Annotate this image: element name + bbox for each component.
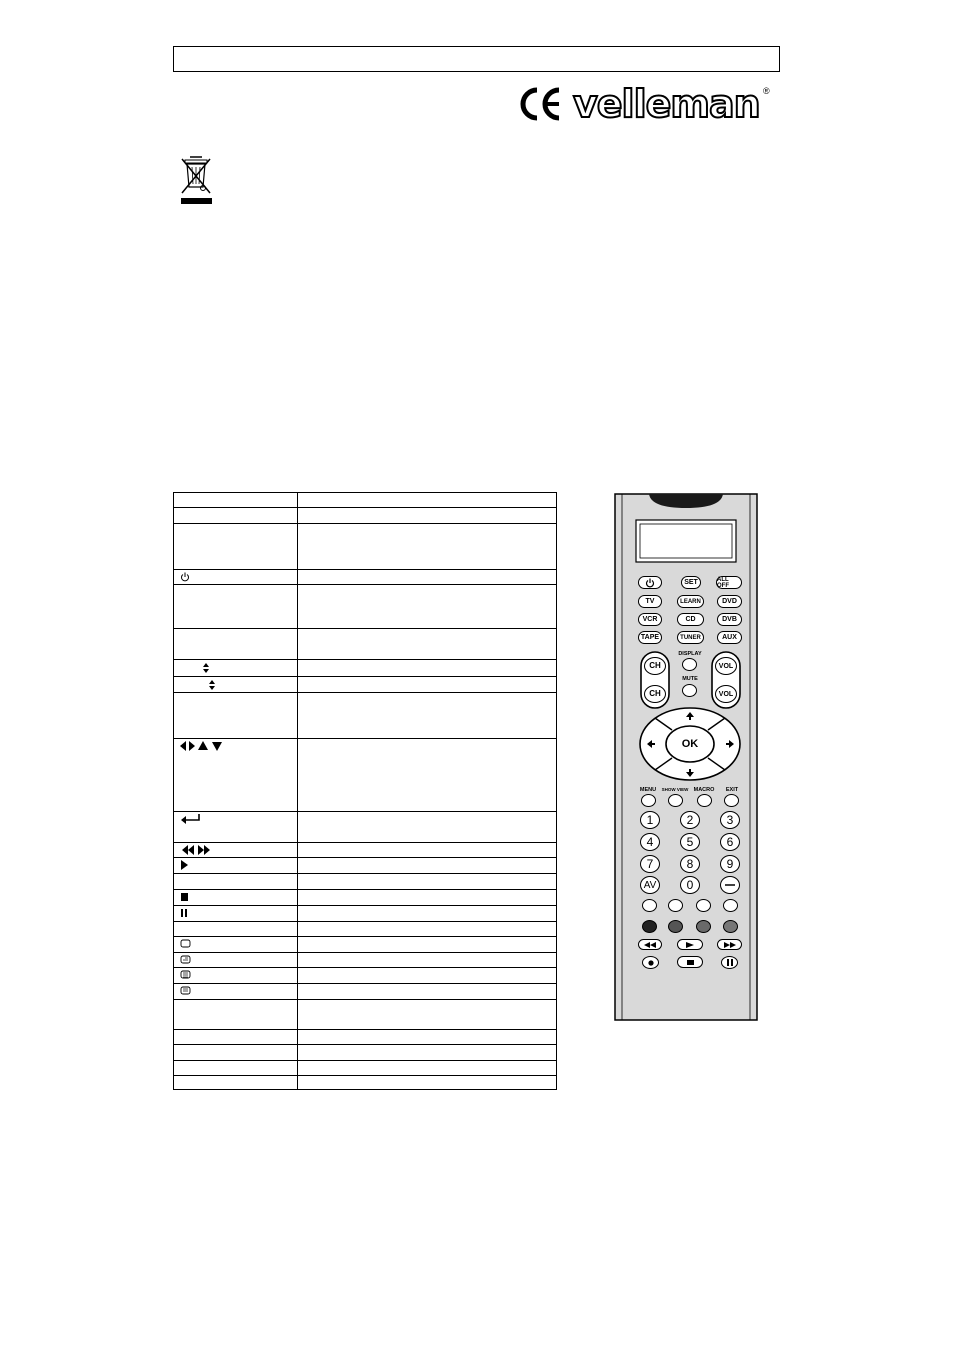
menu-button[interactable]	[641, 794, 656, 807]
number-9-button[interactable]: 9	[720, 855, 740, 873]
play-icon	[686, 942, 694, 948]
svg-text:®: ®	[763, 86, 770, 96]
number-3-button[interactable]: 3	[720, 811, 740, 829]
record-button[interactable]	[642, 956, 659, 969]
pause-icon	[180, 908, 190, 918]
table-row	[174, 889, 556, 905]
table-row	[174, 523, 556, 569]
macro-label: MACRO	[693, 787, 715, 793]
column-divider	[297, 1061, 298, 1075]
table-row	[174, 628, 556, 659]
number-5-button[interactable]: 5	[680, 833, 700, 851]
av-button[interactable]: AV	[640, 876, 660, 894]
table-row	[174, 1029, 556, 1044]
table-row	[174, 936, 556, 952]
enter-button[interactable]	[720, 876, 740, 894]
number-4-button[interactable]: 4	[640, 833, 660, 851]
ch-up-down-icon	[180, 662, 214, 674]
velleman-logo	[517, 84, 775, 122]
column-divider	[297, 937, 298, 952]
column-divider	[297, 739, 298, 811]
show-view-button[interactable]	[668, 794, 683, 807]
teletext-icon	[180, 970, 192, 980]
fast-forward-button[interactable]	[717, 939, 742, 950]
table-row	[174, 493, 556, 507]
svg-text:velleman: velleman	[573, 84, 760, 122]
table-row	[174, 967, 556, 983]
exit-button[interactable]	[724, 794, 739, 807]
column-divider	[297, 922, 298, 936]
weee-bin-icon	[180, 155, 214, 207]
power-icon	[645, 578, 655, 588]
cd-device-button[interactable]: CD	[677, 613, 704, 626]
table-row	[174, 738, 556, 811]
menu-label: MENU	[639, 787, 657, 793]
column-divider	[297, 890, 298, 905]
red-key-button[interactable]	[642, 920, 657, 933]
column-divider	[297, 968, 298, 983]
teletext-hold-icon	[180, 986, 192, 996]
header-box	[173, 46, 780, 72]
teletext-tv-button[interactable]	[642, 899, 657, 912]
arrows-icon	[180, 741, 230, 751]
aux-device-button[interactable]: AUX	[717, 631, 742, 644]
table-row	[174, 569, 556, 584]
record-icon	[648, 960, 654, 966]
table-row	[174, 1075, 556, 1089]
table-row	[174, 507, 556, 523]
column-divider	[297, 1076, 298, 1089]
rewind-button[interactable]	[638, 939, 662, 950]
set-button[interactable]: SET	[681, 576, 701, 589]
column-divider	[297, 1030, 298, 1044]
yellow-key-button[interactable]	[696, 920, 711, 933]
mute-label: MUTE	[682, 676, 698, 682]
rewind-ff-icon	[180, 845, 218, 855]
display-button[interactable]	[682, 658, 697, 671]
table-row	[174, 1044, 556, 1060]
mute-button[interactable]	[682, 684, 697, 697]
column-divider	[297, 493, 298, 507]
display-label: DISPLAY	[678, 651, 702, 657]
table-row	[174, 952, 556, 967]
column-divider	[297, 660, 298, 676]
exit-label: EXIT	[725, 787, 739, 793]
vol-up-button[interactable]: VOL	[715, 657, 737, 675]
show-view-label: SHOW VIEW	[661, 787, 689, 792]
tv-device-button[interactable]: TV	[638, 595, 662, 608]
dvd-device-button[interactable]: DVD	[717, 595, 742, 608]
table-row	[174, 676, 556, 692]
remote-control-illustration	[614, 492, 758, 1022]
ch-up-button[interactable]: CH	[644, 657, 666, 675]
table-row	[174, 811, 556, 842]
pause-button[interactable]	[721, 956, 738, 969]
ok-button[interactable]: OK	[681, 738, 699, 750]
fast-forward-icon	[724, 942, 736, 948]
column-divider	[297, 508, 298, 523]
stop-icon	[687, 960, 694, 965]
teletext-hold-button[interactable]	[723, 899, 738, 912]
column-divider	[297, 858, 298, 873]
table-row	[174, 873, 556, 889]
teletext-button[interactable]	[696, 899, 711, 912]
green-key-button[interactable]	[668, 920, 683, 933]
column-divider	[297, 677, 298, 692]
column-divider	[297, 585, 298, 628]
keys-table	[173, 492, 557, 1090]
all-off-button[interactable]: ALL OFF	[716, 576, 742, 589]
column-divider	[297, 693, 298, 738]
vcr-device-button[interactable]: VCR	[638, 613, 662, 626]
column-divider	[297, 953, 298, 967]
column-divider	[297, 1045, 298, 1060]
power-icon	[180, 572, 190, 582]
stop-icon	[180, 892, 190, 902]
table-row	[174, 692, 556, 738]
column-divider	[297, 812, 298, 842]
learn-button[interactable]: LEARN	[677, 595, 704, 608]
table-row	[174, 857, 556, 873]
column-divider	[297, 906, 298, 921]
tuner-device-button[interactable]: TUNER	[677, 631, 704, 644]
ce-velleman-logo-icon	[517, 84, 775, 122]
table-row	[174, 999, 556, 1029]
play-icon	[180, 860, 190, 870]
table-row	[174, 983, 556, 999]
table-row	[174, 1060, 556, 1075]
number-2-button[interactable]: 2	[680, 811, 700, 829]
number-7-button[interactable]: 7	[640, 855, 660, 873]
table-row	[174, 659, 556, 676]
play-button[interactable]	[677, 939, 703, 950]
enter-icon	[724, 882, 736, 888]
tape-device-button[interactable]: TAPE	[638, 631, 662, 644]
vol-up-down-icon	[180, 679, 220, 691]
power-button[interactable]	[638, 576, 662, 589]
teletext-mix-icon	[180, 955, 192, 965]
table-row	[174, 905, 556, 921]
table-row	[174, 584, 556, 628]
macro-button[interactable]	[697, 794, 712, 807]
table-row	[174, 842, 556, 857]
rewind-icon	[644, 942, 656, 948]
column-divider	[297, 629, 298, 659]
pause-icon	[727, 959, 733, 966]
teletext-mix-button[interactable]	[668, 899, 683, 912]
column-divider	[297, 1000, 298, 1029]
table-row	[174, 921, 556, 936]
dvb-device-button[interactable]: DVB	[717, 613, 742, 626]
number-1-button[interactable]: 1	[640, 811, 660, 829]
ch-down-button[interactable]: CH	[644, 685, 666, 703]
stop-button[interactable]	[677, 956, 703, 968]
tv-teletext-icon	[180, 939, 192, 949]
vol-down-button[interactable]: VOL	[715, 685, 737, 703]
number-8-button[interactable]: 8	[680, 855, 700, 873]
column-divider	[297, 984, 298, 999]
column-divider	[297, 570, 298, 584]
column-divider	[297, 843, 298, 857]
blue-key-button[interactable]	[723, 920, 738, 933]
column-divider	[297, 874, 298, 889]
enter-icon	[180, 814, 202, 824]
column-divider	[297, 524, 298, 569]
number-0-button[interactable]: 0	[680, 876, 700, 894]
number-6-button[interactable]: 6	[720, 833, 740, 851]
